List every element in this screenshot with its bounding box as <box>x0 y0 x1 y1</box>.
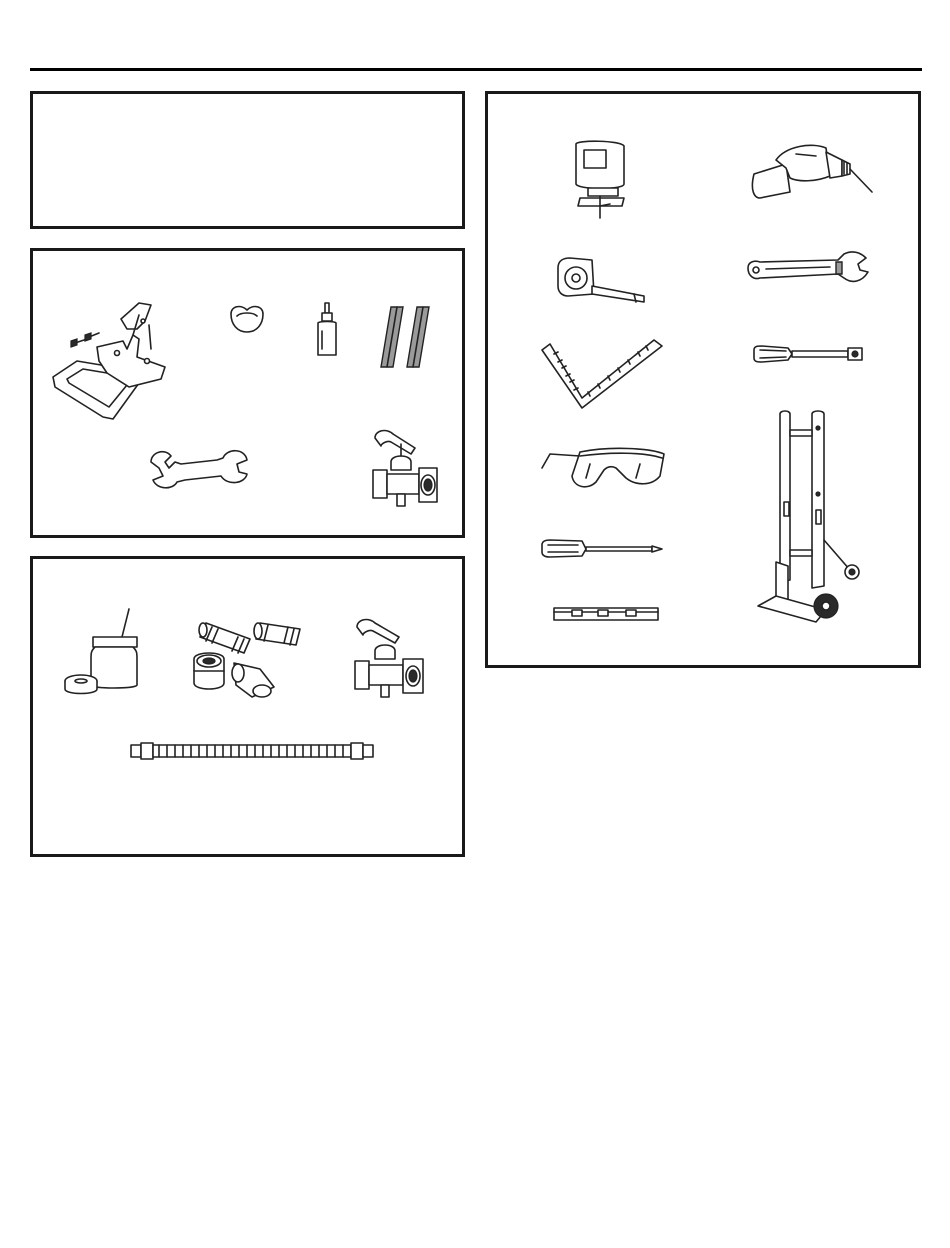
safety-glasses-icon <box>540 442 670 496</box>
mounting-bracket-kit-icon <box>47 295 177 430</box>
tools-panel <box>485 91 921 668</box>
shutoff-valve-icon <box>367 426 447 511</box>
leak-test-bottle-icon <box>312 301 342 359</box>
level-icon <box>552 602 662 624</box>
empty-panel <box>30 91 465 229</box>
adjustable-wrench-icon <box>742 250 872 286</box>
carpenter-square-icon <box>540 334 664 410</box>
rubber-grommet-icon <box>227 302 267 336</box>
jigsaw-icon <box>570 138 630 220</box>
gas-materials-panel <box>30 556 465 857</box>
pipe-compound-and-tape-icon <box>63 607 145 699</box>
pipe-nipples-and-fittings-icon <box>188 617 308 699</box>
open-end-wrench-icon <box>147 442 251 492</box>
supplied-parts-panel <box>30 248 465 538</box>
tape-measure-icon <box>556 256 648 308</box>
cordless-drill-icon <box>746 140 876 204</box>
phillips-screwdriver-icon <box>540 536 666 562</box>
hand-truck-icon <box>756 410 866 626</box>
gas-shutoff-valve-icon <box>351 617 431 702</box>
foam-strips-icon <box>375 301 445 371</box>
flexible-gas-connector-icon <box>129 739 375 763</box>
header-rule <box>30 68 922 71</box>
nut-driver-icon <box>752 342 866 366</box>
